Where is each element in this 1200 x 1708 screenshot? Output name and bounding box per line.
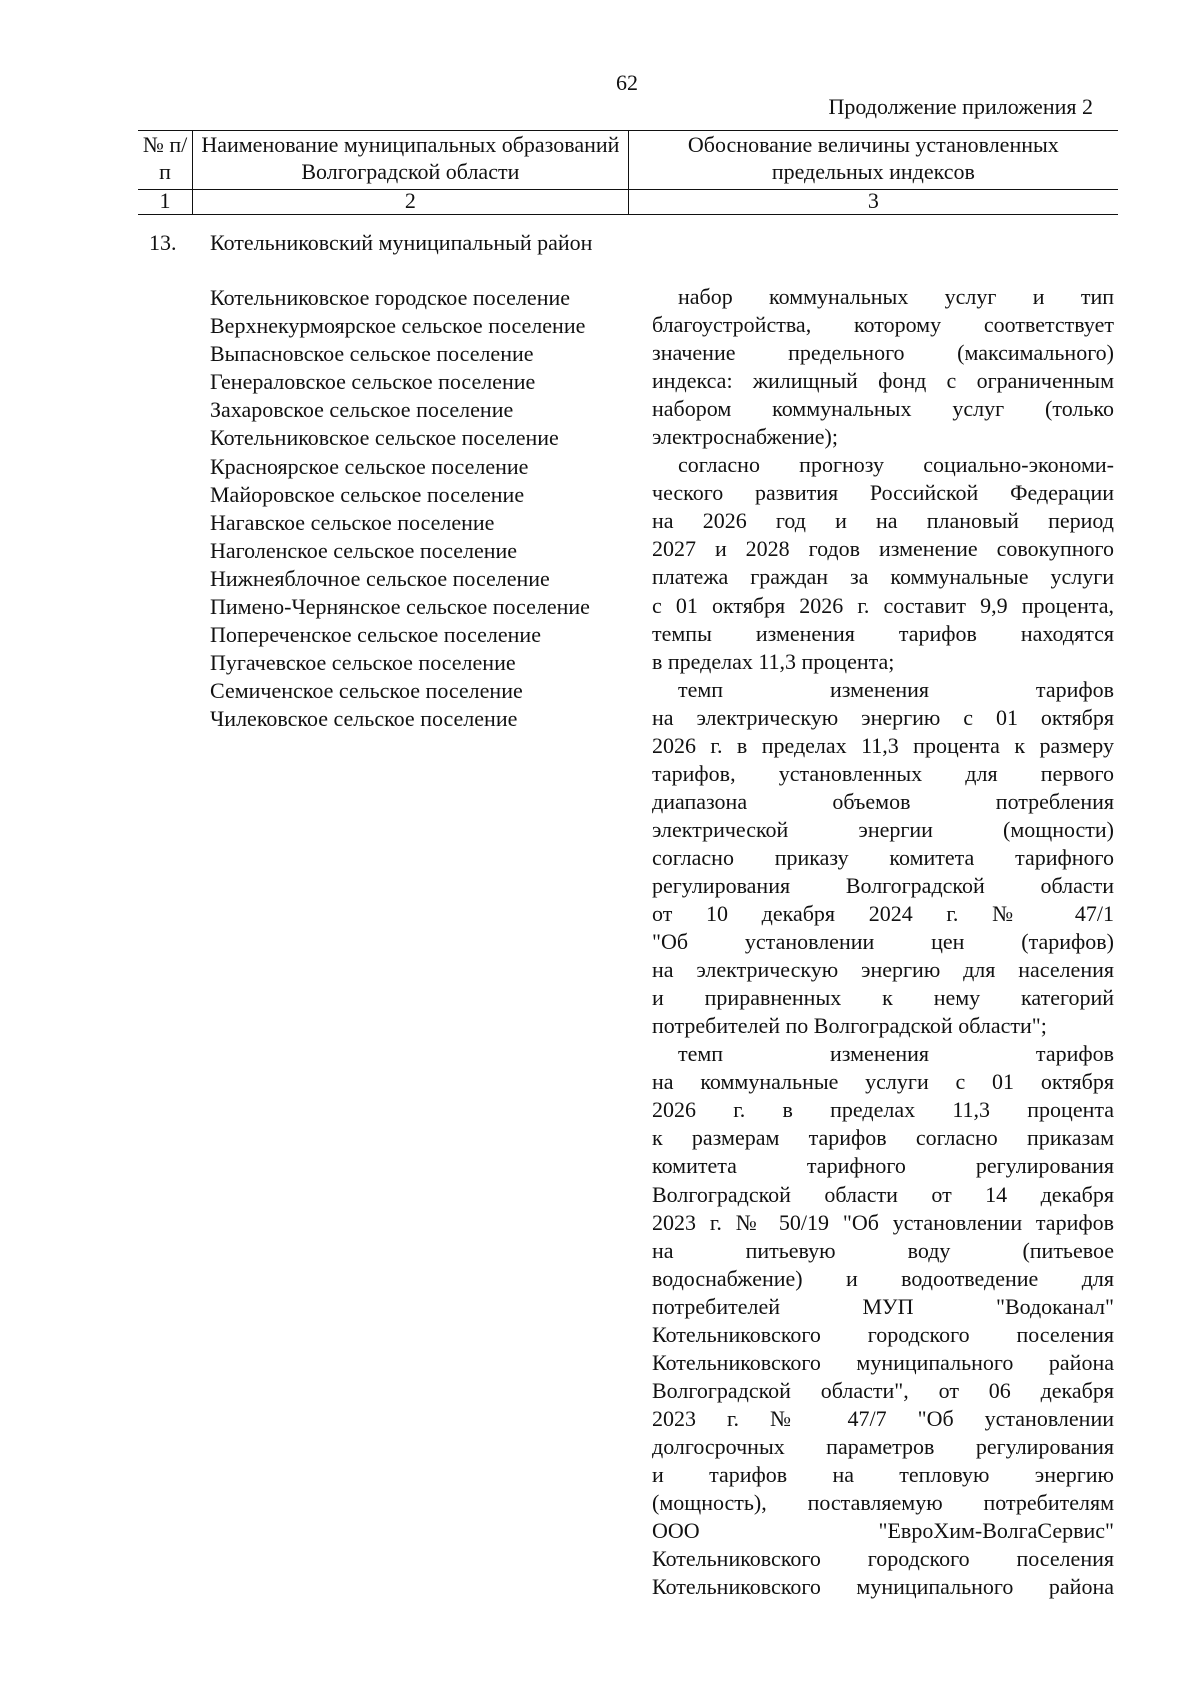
justification-line: водоснабжение) и водоотведение для [652,1265,1114,1291]
justification-line: электроснабжение); [652,424,838,450]
justification-paragraph [652,1040,1114,1601]
justification-line: в пределах 11,3 процента; [652,648,895,674]
justification-line: на электрическую энергию для населения [652,957,1114,983]
settlement-item: Захаровское сельское поселение [210,397,514,423]
justification-line: согласно прогнозу социально-экономи- [678,452,1114,478]
justification-paragraph [652,451,1114,675]
justification-text [652,283,1114,1601]
justification-line: набор коммунальных услуг и тип [678,284,1114,309]
justification-line: темп изменения тарифов [678,676,1114,702]
justification-line: с 01 октября 2026 г. составит 9,9 процента, [652,592,1114,618]
justification-line: регулирования Волгоградской области [652,872,1114,898]
settlement-item: Верхнекурмоярское сельское поселение [210,313,586,339]
settlement-item: Пугачевское сельское поселение [210,650,516,676]
header-municipality-column: Наименование муниципальных образований Волгоградской области [193,131,629,190]
justification-line: значение предельного (максимального) [652,340,1114,366]
justification-line: Котельниковского муниципального района [652,1349,1114,1375]
justification-line: на электрическую энергию с 01 октября [652,704,1114,730]
page-number: 62 [616,70,638,95]
settlement-item: Майоровское сельское поселение [210,481,525,507]
justification-line: согласно приказу комитета тарифного [652,844,1114,870]
justification-line: темп изменения тарифов [678,1041,1114,1067]
settlement-item: Пимено-Чернянское сельское поселение [210,594,590,620]
justification-line: 2023 г. № 47/7 "Об установлении [652,1405,1114,1431]
justification-line: тарифов, установленных для первого [652,760,1114,786]
justification-line: на 2026 год и на плановый период [652,508,1114,534]
justification-line: набором коммунальных услуг (только [652,396,1114,422]
column-header-table [138,130,1118,215]
justification-line: потребителей МУП "Водоканал" [652,1293,1114,1319]
justification-line: платежа граждан за коммунальные услуги [652,564,1114,590]
header-justification-column: Обоснование величины установленных предельных индексов [628,131,1118,190]
justification-line: на питьевую воду (питьевое [652,1237,1114,1263]
column-number-2: 2 [193,190,629,215]
justification-line: темпы изменения тарифов находятся [652,620,1114,646]
settlement-item: Чилековское сельское поселение [210,706,518,732]
appendix-continuation-note: Продолжение приложения 2 [828,94,1093,119]
section-title: Котельниковский муниципальный район [210,230,593,255]
justification-line: Котельниковского городского поселения [652,1546,1114,1572]
justification-line: Котельниковского городского поселения [652,1321,1114,1347]
settlement-item: Попереченское сельское поселение [210,622,541,648]
justification-line: благоустройства, которому соответствует [652,312,1114,338]
settlement-item: Наголенское сельское поселение [210,537,518,563]
justification-line: комитета тарифного регулирования [652,1153,1114,1179]
header-row [138,131,1118,190]
settlement-item: Нижнеяблочное сельское поселение [210,565,550,591]
justification-line: 2026 г. в пределах 11,3 процента [652,1097,1114,1123]
justification-line: Волгоградской области от 14 декабря [652,1181,1114,1207]
justification-line: долгосрочных параметров регулирования [652,1433,1114,1459]
justification-line: "Об установлении цен (тарифов) [652,929,1114,955]
justification-line: и тарифов на тепловую энергию [652,1461,1114,1487]
justification-line: на коммунальные услуги с 01 октября [652,1069,1114,1095]
justification-line: и приравненных к нему категорий [652,985,1114,1011]
justification-line: потребителей по Волгоградской области"; [652,1013,1047,1039]
justification-line: электрической энергии (мощности) [652,816,1114,842]
settlement-item: Котельниковское городское поселение [210,285,571,310]
justification-line: 2026 г. в пределах 11,3 процента к размеру [652,732,1114,758]
justification-line: диапазона объемов потребления [652,788,1114,814]
column-number-row [138,190,1118,215]
justification-line: ООО "ЕвроХим-ВолгаСервис" [652,1518,1114,1544]
settlement-list [210,284,590,734]
justification-paragraph [652,676,1114,1041]
settlement-item: Выпасновское сельское поселение [210,341,534,367]
justification-line: к размерам тарифов согласно приказам [652,1125,1114,1151]
section-number: 13. [149,230,177,255]
justification-paragraph [652,283,1114,451]
settlement-item: Семиченское сельское поселение [210,678,523,704]
column-number-1: 1 [138,190,193,215]
justification-line: 2023 г. № 50/19 "Об установлении тарифов [652,1209,1114,1235]
column-number-3: 3 [628,190,1118,215]
settlement-item: Котельниковское сельское поселение [210,425,559,451]
settlement-item: Красноярское сельское поселение [210,453,529,479]
justification-line: Котельниковского муниципального района [652,1574,1114,1600]
settlement-item: Генераловское сельское поселение [210,369,536,395]
justification-line: от 10 декабря 2024 г. № 47/1 [652,901,1114,927]
header-number-column: № п/п [138,131,193,190]
justification-line: (мощность), поставляемую потребителям [652,1490,1114,1516]
settlement-item: Нагавское сельское поселение [210,509,495,535]
justification-line: ческого развития Российской Федерации [652,480,1114,506]
justification-line: Волгоградской области", от 06 декабря [652,1377,1114,1403]
justification-line: индекса: жилищный фонд с ограниченным [652,368,1114,394]
justification-line: 2027 и 2028 годов изменение совокупного [652,536,1114,562]
